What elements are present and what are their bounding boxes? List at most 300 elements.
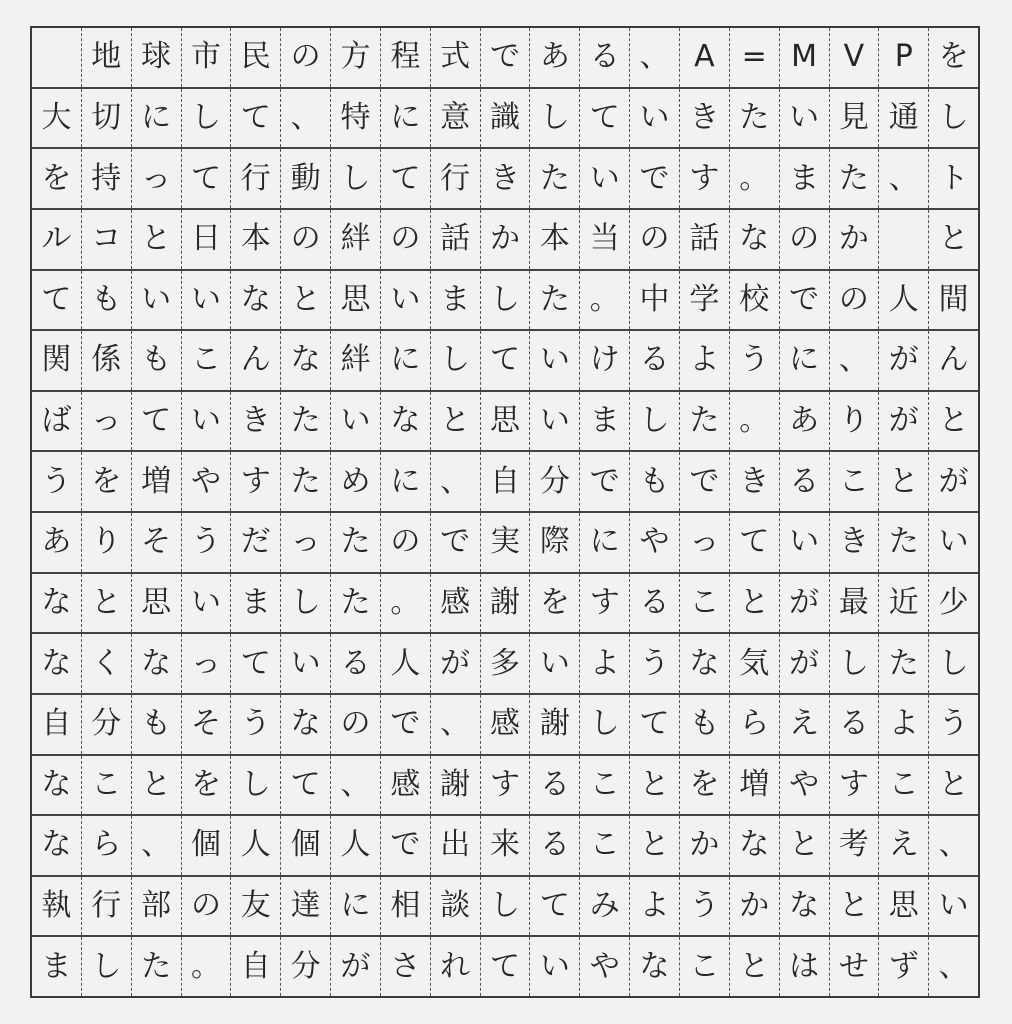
grid-cell: し [928,634,978,693]
grid-cell: 地 [81,28,131,87]
grid-cell: し [81,937,131,996]
grid-cell: て [181,149,231,208]
grid-cell: み [579,877,629,936]
grid-cell: 間 [928,271,978,330]
grid-cell: っ [81,392,131,451]
grid-cell: 。 [380,574,430,633]
grid-cell: 達 [280,877,330,936]
grid-cell: ル [41,221,72,257]
grid-cell: こ [679,937,729,996]
grid-cell: よ [629,877,679,936]
grid-cell: い [928,513,978,572]
grid-cell: 謝 [430,756,480,815]
grid-cell: の [829,271,879,330]
grid-row [32,754,978,815]
grid-cell: こ [829,452,879,511]
grid-cell: き [729,452,779,511]
grid-cell: な [131,634,181,693]
grid-cell: か [679,816,729,875]
grid-cell: 謝 [480,574,530,633]
grid-cell: え [878,816,928,875]
grid-cell: め [330,452,380,511]
grid-cell: と [729,937,779,996]
grid-cell: と [878,452,928,511]
grid-cell: け [579,331,629,390]
grid-cell: が [330,937,380,996]
grid-cell: あ [41,524,72,560]
grid-cell: も [629,452,679,511]
grid-cell: て [230,89,280,148]
grid-cell: P [878,28,928,87]
grid-cell: た [829,149,879,208]
grid-cell: 人 [230,816,280,875]
grid-cell: た [729,89,779,148]
grid-cell: い [629,89,679,148]
grid-cell: う [679,877,729,936]
grid-cell: も [131,331,181,390]
grid-cell: 程 [380,28,430,87]
grid-cell: そ [131,513,181,572]
grid-cell: 、 [878,149,928,208]
grid-cell: っ [280,513,330,572]
grid-cell: あ [529,28,579,87]
grid-row [32,208,978,269]
grid-cell: 中 [629,271,679,330]
grid-cell: 。 [181,937,231,996]
genkou-grid [30,26,980,998]
grid-cell: で [629,149,679,208]
grid-cell: と [629,816,679,875]
grid-cell: 謝 [529,695,579,754]
grid-cell: 、 [430,452,480,511]
grid-cell: A [679,28,729,87]
grid-row [32,875,978,936]
grid-cell: 増 [729,756,779,815]
grid-cell: 見 [829,89,879,148]
grid-cell: 際 [529,513,579,572]
grid-cell: き [679,89,729,148]
grid-cell: な [280,331,330,390]
grid-row [32,511,978,572]
grid-cell: ト [928,149,978,208]
grid-cell: や [629,513,679,572]
grid-cell: い [779,89,829,148]
grid-cell: 思 [131,574,181,633]
grid-cell: よ [579,634,629,693]
grid-cell: か [829,210,879,269]
grid-row [32,572,978,633]
grid-cell: ら [81,816,131,875]
grid-cell: 行 [230,149,280,208]
grid-cell: る [529,756,579,815]
grid-cell: 気 [729,634,779,693]
grid-cell: 近 [878,574,928,633]
grid-cell: の [380,513,430,572]
grid-cell: は [779,937,829,996]
grid-cell: に [330,877,380,936]
grid-cell: を [928,28,978,87]
grid-cell: 学 [679,271,729,330]
grid-cell: で [380,816,430,875]
grid-cell: な [41,584,72,620]
grid-cell: M [779,28,829,87]
grid-cell: て [280,756,330,815]
grid-cell: 絆 [330,331,380,390]
grid-cell: て [729,513,779,572]
grid-cell: あ [779,392,829,451]
grid-cell: 考 [829,816,879,875]
grid-cell: 本 [230,210,280,269]
grid-cell: で [380,695,430,754]
grid-cell: が [779,634,829,693]
grid-cell: る [779,452,829,511]
grid-cell: 意 [430,89,480,148]
grid-row [32,632,978,693]
grid-cell: た [878,513,928,572]
grid-cell: う [729,331,779,390]
grid-cell: さ [380,937,430,996]
grid-cell: い [181,574,231,633]
grid-cell: な [280,695,330,754]
grid-row [32,390,978,451]
grid-cell: っ [131,149,181,208]
grid-cell: 市 [181,28,231,87]
grid-cell: と [629,756,679,815]
grid-cell: コ [81,210,131,269]
grid-cell [32,28,81,87]
grid-cell: の [629,210,679,269]
grid-cell: ら [729,695,779,754]
grid-cell: れ [430,937,480,996]
grid-cell: 。 [729,149,779,208]
grid-cell: う [41,463,72,499]
grid-cell: に [380,331,430,390]
grid-cell: た [280,392,330,451]
grid-cell: な [679,634,729,693]
grid-cell: と [131,210,181,269]
grid-cell: か [729,877,779,936]
grid-cell: い [529,937,579,996]
grid-cell: の [280,28,330,87]
grid-cell: こ [679,574,729,633]
grid-cell: も [679,695,729,754]
grid-cell: が [878,392,928,451]
grid-cell: 人 [380,634,430,693]
grid-cell: 話 [679,210,729,269]
grid-cell: し [579,695,629,754]
grid-cell: 自 [41,706,72,742]
grid-cell: す [480,756,530,815]
grid-cell: 自 [480,452,530,511]
grid-cell: な [380,392,430,451]
grid-cell: し [230,756,280,815]
grid-cell: き [230,392,280,451]
grid-cell: し [330,149,380,208]
grid-cell: し [280,574,330,633]
grid-cell: 友 [230,877,280,936]
grid-cell: い [280,634,330,693]
grid-cell: な [779,877,829,936]
grid-cell: が [878,331,928,390]
grid-cell: ん [928,331,978,390]
grid-cell: た [330,513,380,572]
grid-cell: と [928,210,978,269]
grid-cell: 日 [181,210,231,269]
grid-row [32,693,978,754]
grid-cell: と [928,392,978,451]
grid-cell: や [181,452,231,511]
grid-cell: よ [679,331,729,390]
grid-cell: な [729,210,779,269]
grid-cell: い [529,392,579,451]
grid-cell: に [579,513,629,572]
grid-cell: 部 [131,877,181,936]
grid-cell: = [729,28,779,87]
grid-cell: る [629,574,679,633]
grid-row [32,147,978,208]
grid-cell: た [529,149,579,208]
grid-cell: 、 [928,816,978,875]
grid-cell: ま [779,149,829,208]
grid-cell: 切 [81,89,131,148]
grid-cell: し [480,271,530,330]
grid-cell: に [131,89,181,148]
grid-cell: た [679,392,729,451]
grid-cell: で [579,452,629,511]
grid-row [32,329,978,390]
grid-cell: い [330,392,380,451]
grid-cell: 、 [430,695,480,754]
grid-cell: う [928,695,978,754]
grid-cell: て [131,392,181,451]
grid-cell: に [779,331,829,390]
grid-row [32,28,978,87]
grid-cell: 談 [430,877,480,936]
grid-cell: ん [230,331,280,390]
grid-cell: こ [181,331,231,390]
grid-cell: 係 [81,331,131,390]
grid-cell: ま [230,574,280,633]
grid-cell: 民 [230,28,280,87]
grid-cell: て [380,149,430,208]
grid-cell: と [829,877,879,936]
grid-cell: て [230,634,280,693]
grid-cell: 大 [41,99,72,135]
grid-cell: と [928,756,978,815]
grid-cell: 分 [81,695,131,754]
grid-cell: て [529,877,579,936]
grid-cell: な [230,271,280,330]
grid-cell: で [779,271,829,330]
grid-cell: と [131,756,181,815]
grid-cell: し [430,331,480,390]
grid-cell: に [380,89,430,148]
grid-cell: い [928,877,978,936]
grid-cell: い [779,513,829,572]
grid-cell: て [41,281,72,317]
grid-cell: 思 [878,877,928,936]
grid-cell: 行 [81,877,131,936]
grid-cell: 当 [579,210,629,269]
grid-cell: り [829,392,879,451]
grid-cell: て [579,89,629,148]
grid-cell: か [480,210,530,269]
grid-cell: と [81,574,131,633]
grid-cell: き [829,513,879,572]
grid-cell: と [280,271,330,330]
grid-cell: こ [878,756,928,815]
grid-cell: て [480,331,530,390]
grid-cell: で [480,28,530,87]
grid-cell: 関 [41,342,72,378]
grid-cell: 、 [330,756,380,815]
grid-cell: 本 [529,210,579,269]
grid-cell: 、 [131,816,181,875]
grid-cell: 。 [729,392,779,451]
grid-cell: こ [579,816,629,875]
grid-cell: し [529,89,579,148]
grid-cell: が [928,452,978,511]
grid-cell: の [181,877,231,936]
grid-cell: る [330,634,380,693]
grid-cell: よ [878,695,928,754]
grid-cell: う [230,695,280,754]
grid-cell: 少 [928,574,978,633]
grid-cell: 分 [280,937,330,996]
grid-cell: う [181,513,231,572]
grid-cell: V [829,28,879,87]
grid-cell: や [579,937,629,996]
grid-cell: い [181,392,231,451]
grid-cell: ま [430,271,480,330]
grid-row [32,450,978,511]
grid-cell: し [629,392,679,451]
grid-cell: 最 [829,574,879,633]
grid-cell: な [41,766,72,802]
grid-cell: 自 [230,937,280,996]
grid-row [32,814,978,875]
grid-cell: 実 [480,513,530,572]
grid-cell: そ [181,695,231,754]
grid-cell: の [380,210,430,269]
grid-cell: と [729,574,779,633]
grid-cell: い [181,271,231,330]
grid-cell: 通 [878,89,928,148]
grid-cell [878,210,928,269]
grid-cell: り [81,513,131,572]
grid-cell: だ [230,513,280,572]
grid-cell: 人 [878,271,928,330]
grid-cell: 球 [131,28,181,87]
grid-cell: 思 [330,271,380,330]
grid-cell: 分 [529,452,579,511]
grid-cell: ま [41,948,72,984]
grid-cell: な [629,937,679,996]
grid-cell: す [679,149,729,208]
grid-row [32,87,978,148]
grid-cell: 思 [480,392,530,451]
grid-cell: 、 [829,331,879,390]
grid-cell: っ [679,513,729,572]
grid-cell: の [330,695,380,754]
grid-cell: う [629,634,679,693]
grid-cell: し [928,89,978,148]
grid-cell: た [529,271,579,330]
grid-cell: る [829,695,879,754]
grid-cell: て [480,937,530,996]
grid-cell: が [779,574,829,633]
grid-cell: 校 [729,271,779,330]
grid-cell: い [579,149,629,208]
grid-cell: に [380,452,430,511]
grid-cell: を [679,756,729,815]
grid-cell: を [41,160,72,196]
grid-cell: て [629,695,679,754]
grid-row [32,269,978,330]
grid-cell: な [729,816,779,875]
grid-cell: 持 [81,149,131,208]
grid-cell: と [779,816,829,875]
grid-cell: 感 [430,574,480,633]
grid-cell: 、 [928,937,978,996]
grid-cell: な [41,827,72,863]
grid-cell: 感 [480,695,530,754]
grid-cell: 個 [280,816,330,875]
grid-cell: し [480,877,530,936]
grid-cell: 多 [480,634,530,693]
grid-cell: 識 [480,89,530,148]
grid-cell: で [430,513,480,572]
grid-cell: す [579,574,629,633]
grid-cell: 行 [430,149,480,208]
grid-row [32,935,978,996]
grid-cell: 特 [330,89,380,148]
grid-cell: え [779,695,829,754]
grid-cell: た [280,452,330,511]
grid-cell: も [131,695,181,754]
grid-cell: る [629,331,679,390]
grid-cell: ま [579,392,629,451]
grid-cell: た [330,574,380,633]
grid-cell: を [529,574,579,633]
grid-cell: く [81,634,131,693]
grid-cell: 人 [330,816,380,875]
grid-cell: す [230,452,280,511]
grid-cell: ず [878,937,928,996]
grid-cell: っ [181,634,231,693]
grid-cell: し [829,634,879,693]
grid-cell: い [529,331,579,390]
grid-cell: も [81,271,131,330]
grid-cell: た [131,937,181,996]
grid-cell: 動 [280,149,330,208]
grid-cell: と [430,392,480,451]
grid-cell: す [829,756,879,815]
grid-cell: を [81,452,131,511]
grid-cell: 個 [181,816,231,875]
grid-cell: 方 [330,28,380,87]
grid-cell: る [529,816,579,875]
grid-cell: が [430,634,480,693]
grid-cell: で [679,452,729,511]
grid-cell: し [181,89,231,148]
grid-cell: 式 [430,28,480,87]
grid-cell: 。 [579,271,629,330]
grid-cell: た [878,634,928,693]
grid-cell: い [131,271,181,330]
grid-cell: 来 [480,816,530,875]
grid-cell: や [779,756,829,815]
